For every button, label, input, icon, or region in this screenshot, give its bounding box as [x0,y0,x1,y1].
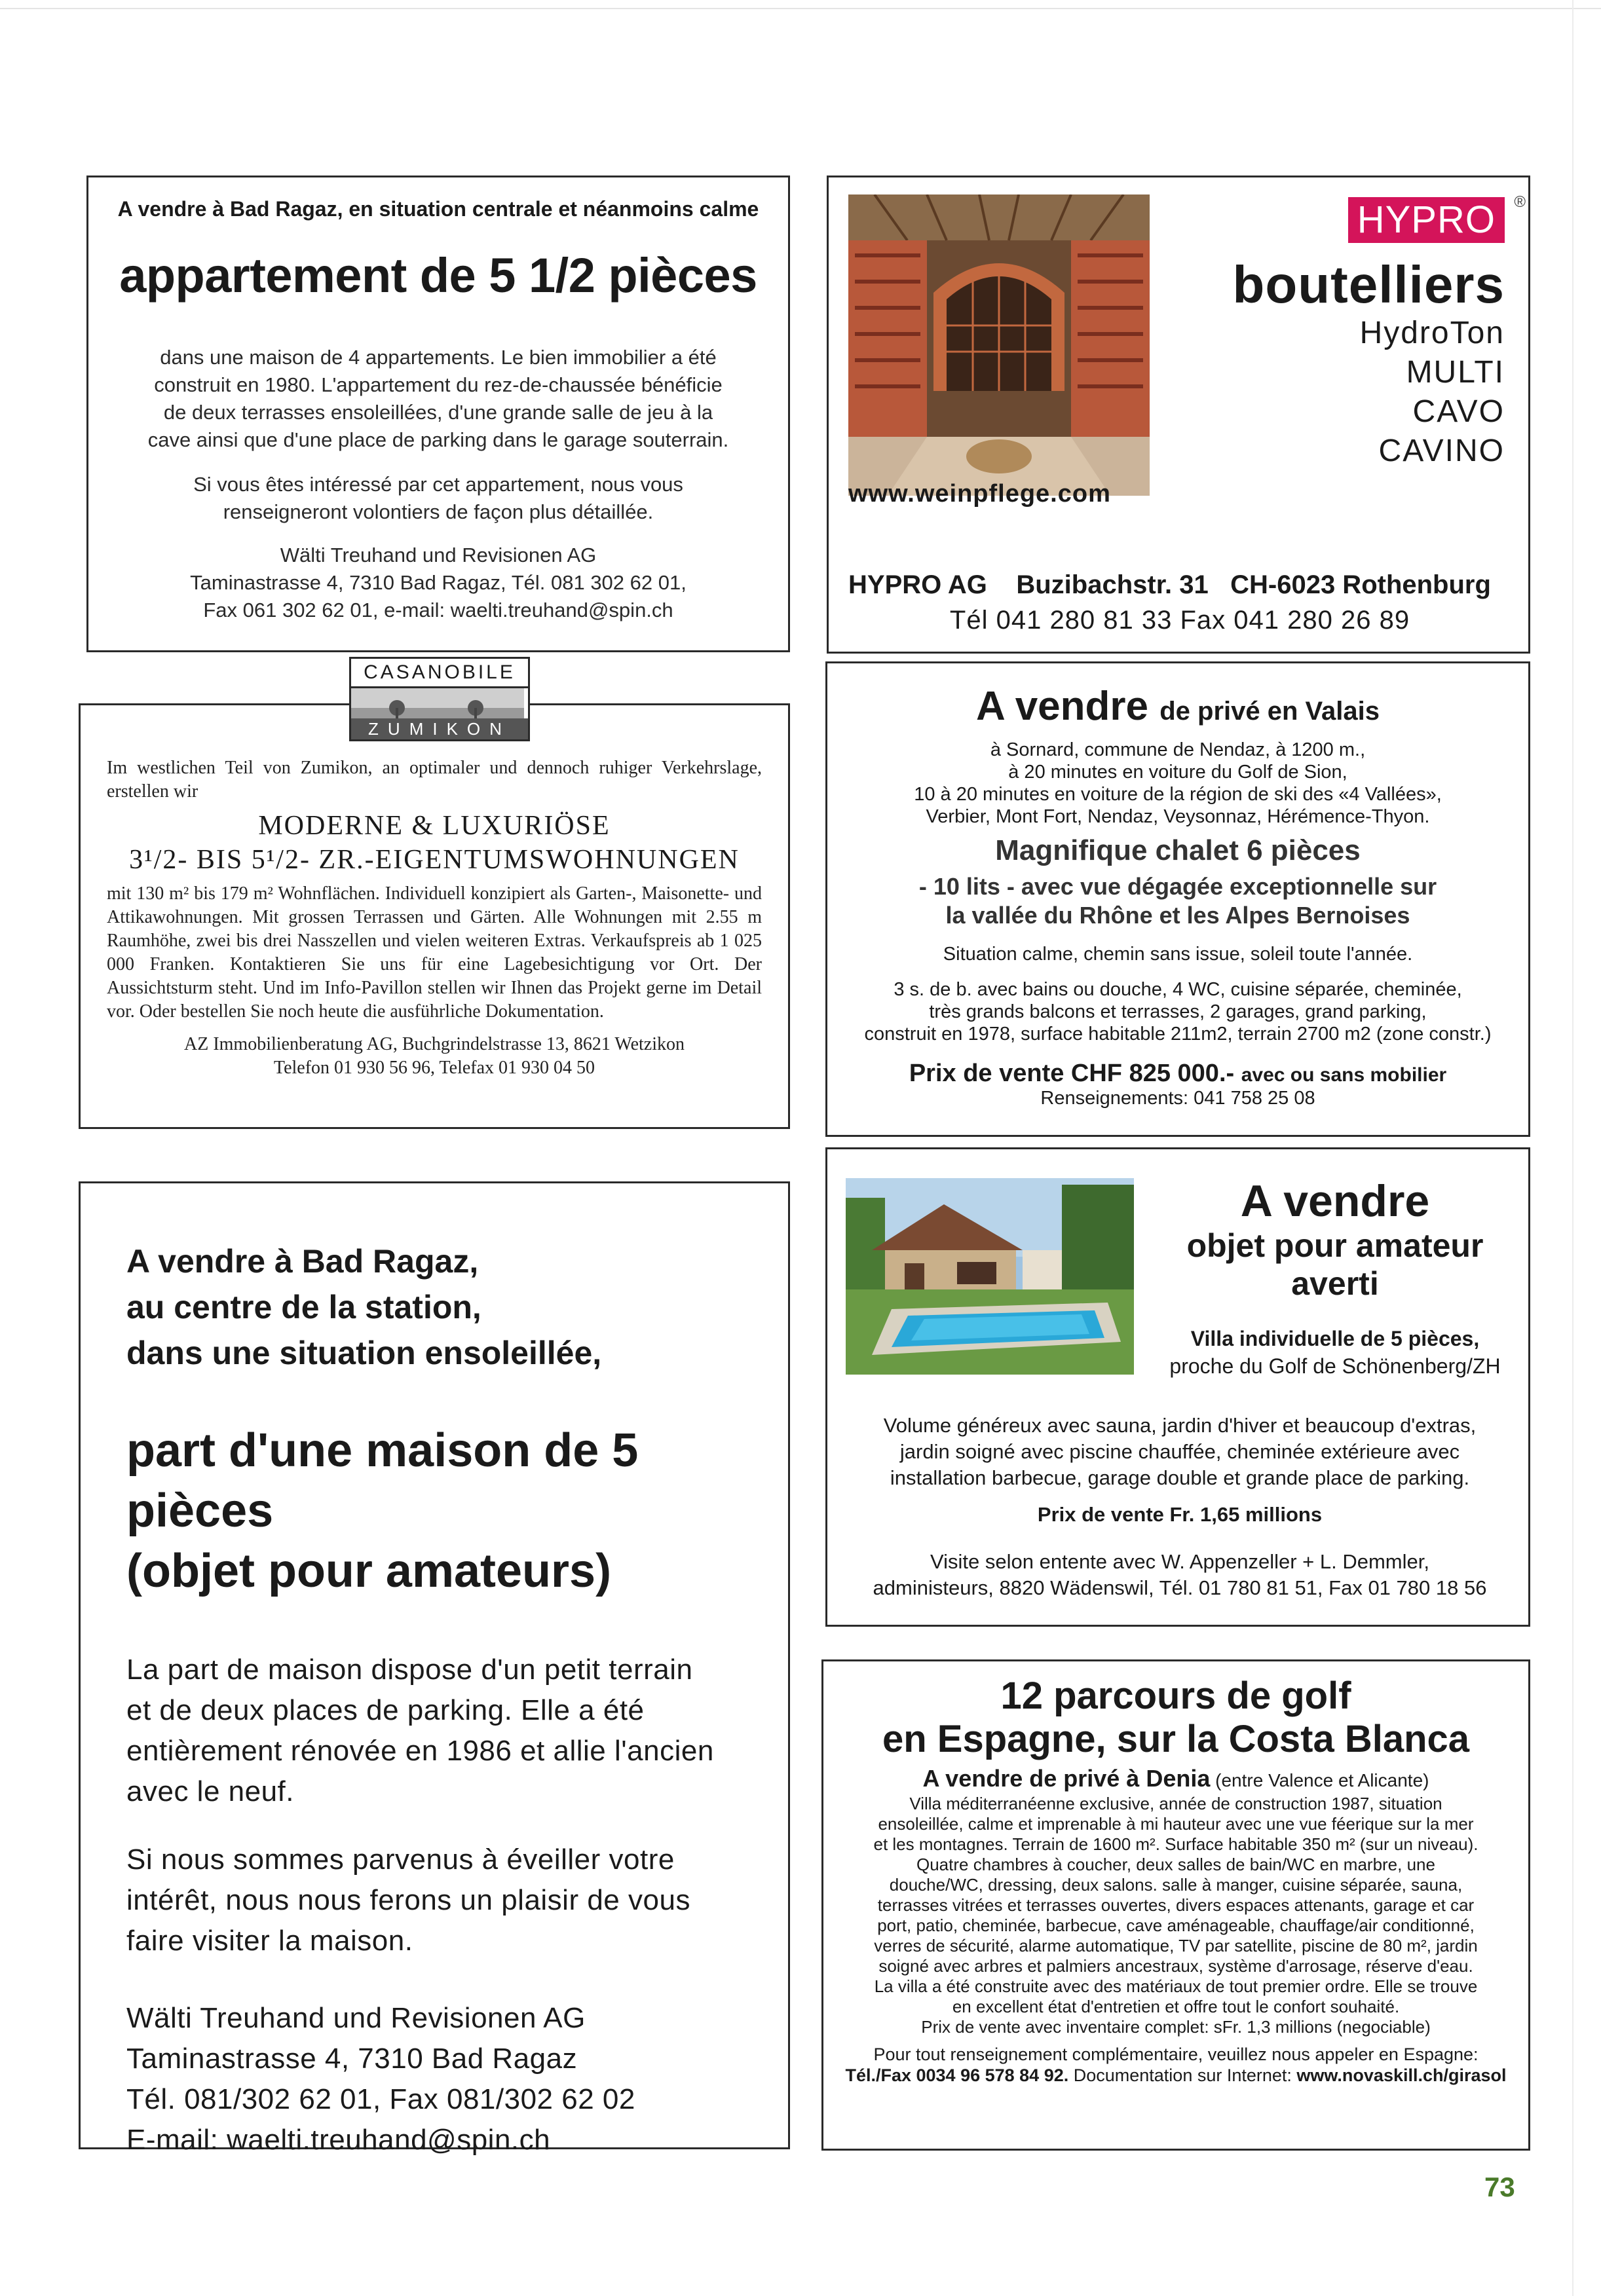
ad5-intro-line: dans une situation ensoleillée, [126,1335,602,1371]
wine-cellar-photo [848,194,1150,496]
ad-costa-blanca-villa [821,1659,1530,2151]
ad7-subheading-bold: A vendre de privé à Denia [922,1765,1211,1792]
ad5-body2-line: faire visiter la maison. [126,1925,413,1957]
product-line: HydroTon [1359,316,1505,350]
ad7-subheading-note: (entre Valence et Alicante) [1210,1770,1429,1790]
ad6-villa [1155,1325,1515,1380]
ad1-contact-line: Wälti Treuhand und Revisionen AG [280,544,597,566]
ad3-contact-line: AZ Immobilienberatung AG, Buchgrindelstrasse 13, 8621 Wetzikon [184,1034,685,1054]
ad-bad-ragaz-house [79,1181,790,2156]
ad5-body [126,1650,742,1812]
ad4-situation: Situation calme, chemin sans issue, soleil toute l'année. [943,944,1413,965]
ad3-contact [107,1033,762,1080]
product-lines [1360,314,1505,471]
ad6-villa-title: Villa individuelle de 5 pièces, [1190,1327,1480,1350]
ad4-heading-big: A vendre [976,684,1149,729]
ad4-view [847,872,1509,930]
ad4-contact: Renseignements: 041 758 25 08 [1040,1088,1315,1109]
ad4-price-note: avec ou sans mobilier [1241,1064,1447,1086]
ad4-location [847,739,1509,828]
logo-title: CASANOBILE [351,659,528,688]
ad4-view-line: la vallée du Rhône et les Alpes Bernoises [945,902,1410,929]
ad7-body-line: soigné avec arbres et palmiers ancestraux, système d'arrosage, réserve d'eau. [878,1956,1473,1976]
ad6-contact [846,1549,1514,1601]
ad3-headline1: MODERNE & LUXURIÖSE [258,811,611,841]
ad7-body-line: La villa a été construite avec des matériaux de tout premier ordre. Elle se trouve [874,1976,1478,1996]
product-line: CAVINO [1378,434,1505,468]
ad7-heading-line: 12 parcours de golf [1000,1675,1351,1717]
ad5-headline [126,1420,742,1601]
ad7-body-line: Villa méditerranéenne exclusive, année de construction 1987, situation [909,1794,1442,1813]
ad1-body-line: dans une maison de 4 appartements. Le bien immobilier a été [160,346,717,369]
ad7-heading-line: en Espagne, sur la Costa Blanca [882,1718,1470,1760]
ad1-body2-line: Si vous êtes intéressé par cet appartement, nous vous [193,473,683,496]
ad7-body-line: Quatre chambres à coucher, deux salles de bain/WC en marbre, une [916,1855,1435,1874]
villa-pool-photo [846,1178,1134,1375]
company-name: HYPRO AG [848,570,987,599]
scan-edge-top [0,8,1601,9]
ad4-details-line: 3 s. de b. avec bains ou douche, 4 WC, cuisine séparée, cheminée, [894,979,1462,1000]
ad4-location-line: à 20 minutes en voiture du Golf de Sion, [1008,762,1347,783]
ad4-location-line: Verbier, Mont Fort, Nendaz, Veysonnaz, Hérémence-Thyon. [926,806,1430,827]
ad4-location-line: 10 à 20 minutes en voiture de la région de ski des «4 Vallées», [914,784,1442,805]
ad7-body-line: douche/WC, dressing, deux salons. salle à manger, cuisine séparée, sauna, [889,1875,1463,1895]
ad4-heading-small: de privé en Valais [1159,697,1380,726]
ad5-body2-line: intérêt, nous nous ferons un plaisir de vous [126,1884,690,1916]
hypro-phone: Tél 041 280 81 33 Fax 041 280 26 89 [949,606,1410,635]
ad1-intro: A vendre à Bad Ragaz, en situation centrale et néanmoins calme [117,197,759,221]
ad-hypro-wine-racks [827,176,1530,654]
ad5-body-line: entièrement rénovée en 1986 et allie l'ancien [126,1735,714,1767]
ad5-body-line: avec le neuf. [126,1775,294,1807]
ad1-contact-line: Fax 061 302 62 01, e-mail: waelti.treuhand@spin.ch [203,599,673,621]
ad4-view-line: - 10 lits - avec vue dégagée exceptionnelle sur [918,873,1437,900]
ad4-subheading: Magnifique chalet 6 pièces [995,834,1361,866]
page-number: 73 [1484,2172,1515,2202]
ad3-intro: Im westlichen Teil von Zumikon, an optimaler und dennoch ruhiger Verkehrslage, erstellen wir [107,758,762,802]
ad4-details-line: très grands balcons et terrasses, 2 garages, grand parking, [929,1001,1427,1022]
ad6-description [846,1413,1514,1491]
ad5-headline-line: part d'une maison de 5 pièces [126,1424,639,1537]
ad1-contact [112,542,764,624]
ad5-contact-line: Tél. 081/302 62 01, Fax 081/302 62 02 [126,2083,635,2115]
ad3-contact-line: Telefon 01 930 56 96, Telefax 01 930 04 50 [273,1058,595,1078]
ad4-location-line: à Sornard, commune de Nendaz, à 1200 m., [990,739,1366,760]
ad5-contact-line: E-mail: waelti.treuhand@spin.ch [126,2124,551,2156]
ad6-description-line: jardin soigné avec piscine chauffée, cheminée extérieure avec [899,1440,1460,1463]
product-name: boutelliers [1232,255,1505,314]
ad3-body: mit 130 m² bis 179 m² Wohnflächen. Individuell konzipiert als Garten-, Maisonette- und Attikawohnungen. Mit grossen Terrassen und Gärten. Alle Wohnungen mit 2.55 m Raumhöhe, zwei bis drei Nasszellen und vielen weiteren Extras. Verkaufspreis ab 1 025 000 Franken. Kontaktieren Sie uns für eine Lagebesichtigung vor Ort. Der Aussichtsturm steht. Und im Info-Pavillon stellen wir Ihnen das Projekt gerne im Detail vor. Oder bestellen Sie noch heute die ausführliche Dokumentation. [107,883,762,1022]
ad7-subheading [840,1765,1511,1792]
ad4-price [847,1060,1509,1088]
ad6-subheading-line: averti [1291,1265,1379,1302]
ad6-villa-location: proche du Golf de Schönenberg/ZH [1169,1354,1501,1378]
city: CH-6023 Rothenburg [1230,570,1491,599]
ad6-description-line: installation barbecue, garage double et grande place de parking. [890,1466,1470,1489]
ad5-intro-line: au centre de la station, [126,1289,481,1325]
scan-edge-right [1572,0,1573,2296]
ad5-contact-line: Wälti Treuhand und Revisionen AG [126,2002,586,2034]
ad5-body2 [126,1840,742,1961]
ad1-headline: appartement de 5 1/2 pièces [119,248,757,303]
ad-casanobile-zumikon [79,661,790,1129]
street: Buzibachstr. 31 [1016,570,1209,599]
ad4-details [847,978,1509,1045]
ad7-body-line: port, patio, cheminée, barbecue, cave aménageable, chauffage/air conditionné, [877,1916,1475,1935]
ad7-body-line: et les montagnes. Terrain de 1600 m². Surface habitable 350 m² (sur un niveau). [873,1834,1479,1854]
ad7-body-line: en excellent état d'entretien et offre tout le confort souhaité. [952,1997,1400,2016]
ad6-subheading-line: objet pour amateur [1186,1227,1484,1264]
ad6-price: Prix de vente Fr. 1,65 millions [1037,1503,1323,1526]
logo-image [351,688,528,739]
website-url[interactable]: www.weinpflege.com [848,480,1111,508]
ad7-phone: Tél./Fax 0034 96 578 84 92. [845,2065,1069,2085]
ad-villa-schoenenberg [825,1147,1530,1627]
ad4-details-line: construit en 1978, surface habitable 211m2, terrain 2700 m2 (zone constr.) [864,1024,1492,1045]
ad5-body2-line: Si nous sommes parvenus à éveiller votre [126,1843,675,1876]
registered-mark: ® [1514,193,1526,211]
ad-valais-chalet [825,661,1530,1137]
ad7-body-line: verres de sécurité, alarme automatique, TV par satellite, piscine de 80 m², jardin [874,1936,1478,1955]
ad7-heading [840,1675,1511,1761]
casanobile-logo [349,657,530,741]
ad-bad-ragaz-apartment [86,176,790,652]
ad1-body [112,344,764,454]
product-line: CAVO [1412,394,1505,429]
ad7-body [840,1794,1511,2037]
ad7-website-link[interactable]: www.novaskill.ch/girasol [1296,2065,1507,2085]
ad7-body-line: terrasses vitrées et terrasses ouvertes, divers espaces attenants, garage et car [877,1895,1475,1915]
ad4-price-value: Prix de vente CHF 825 000.- [909,1060,1235,1087]
ad5-contact [126,1998,742,2160]
ad6-description-line: Volume généreux avec sauna, jardin d'hiver et beaucoup d'extras, [883,1414,1477,1437]
ad5-intro [126,1238,742,1376]
ad7-info [840,2044,1511,2086]
ad7-body-line: Prix de vente avec inventaire complet: sFr. 1,3 millions (negociable) [921,2017,1431,2037]
ad4-heading [847,683,1509,730]
ad5-body-line: et de deux places de parking. Elle a été [126,1694,645,1726]
ad1-body-line: de deux terrasses ensoleillées, d'une grande salle de jeu à la [163,401,713,424]
ad7-info-line: Pour tout renseignement complémentaire, veuillez nous appeler en Espagne: [873,2045,1479,2064]
hypro-address [848,570,1511,600]
ad6-heading: A vendre [1240,1176,1430,1226]
ad7-doc-label: Documentation sur Internet: [1068,2065,1297,2085]
ad7-body-line: ensoleillée, calme et imprenable à mi hauteur avec une vue féerique sur la mer [878,1814,1474,1834]
ad5-contact-line: Taminastrasse 4, 7310 Bad Ragaz [126,2043,578,2075]
ad1-body2-line: renseigneront volontiers de façon plus détaillée. [223,500,654,523]
logo-subtitle: ZUMIKON [351,718,528,739]
hypro-logo: HYPRO [1348,197,1505,243]
ad1-body2 [112,471,764,526]
ad1-body-line: construit en 1980. L'appartement du rez-de-chaussée bénéficie [154,373,723,396]
ad1-contact-line: Taminastrasse 4, 7310 Bad Ragaz, Tél. 081 302 62 01, [190,571,687,594]
ad6-contact-line: Visite selon entente avec W. Appenzeller + L. Demmler, [930,1550,1429,1573]
ad6-contact-line: administeurs, 8820 Wädenswil, Tél. 01 780 81 51, Fax 01 780 18 56 [873,1576,1487,1599]
ad5-intro-line: A vendre à Bad Ragaz, [126,1243,479,1280]
product-line: MULTI [1406,355,1505,390]
ad5-body-line: La part de maison dispose d'un petit terrain [126,1654,693,1686]
ad6-subheading [1155,1227,1515,1303]
ad5-headline-line: (objet pour amateurs) [126,1545,612,1597]
ad1-body-line: cave ainsi que d'une place de parking dans le garage souterrain. [147,428,729,451]
ad3-headline2: 3¹/2- BIS 5¹/2- ZR.-EIGENTUMSWOHNUNGEN [129,845,740,875]
